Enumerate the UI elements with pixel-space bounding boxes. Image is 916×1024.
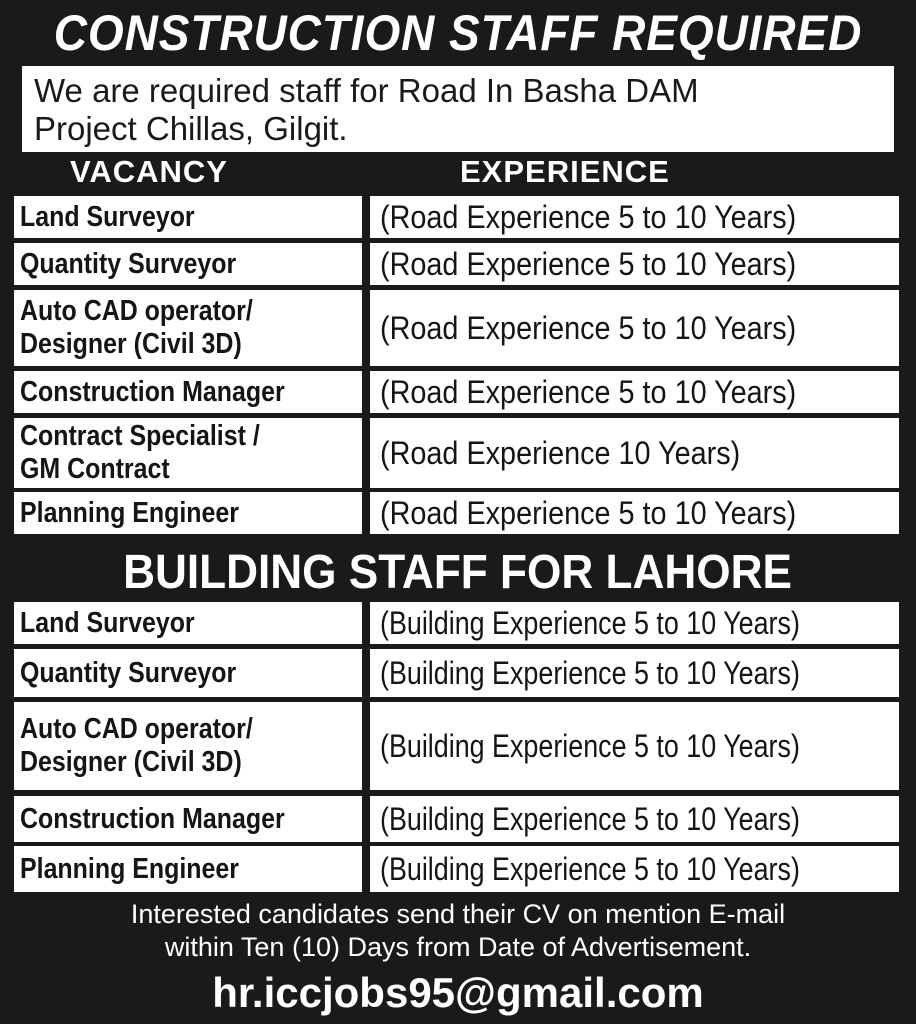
road-job-row (14, 418, 899, 488)
building-job-row (14, 649, 899, 697)
experience-text: (Road Experience 5 to 10 Years) (380, 245, 797, 282)
vacancy-cell (14, 796, 362, 842)
experience-header: EXPERIENCE (460, 154, 670, 189)
instructions-line-1: Interested candidates send their CV on mention E-mail (130, 899, 786, 929)
experience-text: (Road Experience 5 to 10 Years) (380, 309, 797, 346)
vacancy-header: VACANCY (70, 154, 228, 189)
road-job-row (14, 371, 899, 413)
experience-cell (370, 371, 899, 413)
intro-text (22, 66, 894, 152)
vacancy-cell (14, 418, 362, 488)
building-job-row (14, 796, 899, 842)
vacancy-title: Construction Manager (20, 375, 285, 408)
building-job-row (14, 602, 899, 644)
vacancy-title-line-2: Designer (Civil 3D) (20, 328, 242, 360)
vacancy-cell (14, 846, 362, 892)
experience-text: (Building Experience 5 to 10 Years) (380, 800, 800, 837)
vacancy-title: Planning Engineer (20, 496, 239, 529)
experience-cell (370, 602, 899, 644)
experience-cell (370, 290, 899, 366)
road-job-row (14, 492, 899, 534)
building-section-title (0, 540, 916, 606)
vacancy-title: Construction Manager (20, 802, 285, 835)
vacancy-title-line-1: Auto CAD operator/ (20, 295, 253, 327)
vacancy-title: Planning Engineer (20, 852, 239, 885)
intro-line-1: We are required staff for Road In Basha DAM (34, 72, 699, 109)
building-job-row (14, 702, 899, 790)
vacancy-cell (14, 602, 362, 644)
experience-cell (370, 702, 899, 790)
intro-line-2: Project Chillas, Gilgit. (34, 110, 348, 147)
experience-cell (370, 418, 899, 488)
building-title-text: BUILDING STAFF FOR LAHORE (123, 546, 793, 599)
experience-cell (370, 492, 899, 534)
vacancy-title-line-1: Contract Specialist / (20, 420, 260, 452)
vacancy-title-line-2: GM Contract (20, 453, 170, 485)
experience-text: (Road Experience 5 to 10 Years) (380, 373, 797, 410)
vacancy-title-line-1: Auto CAD operator/ (20, 713, 253, 745)
experience-cell (370, 649, 899, 697)
vacancy-cell (14, 243, 362, 285)
road-job-row (14, 196, 899, 238)
vacancy-cell (14, 371, 362, 413)
experience-text: (Road Experience 5 to 10 Years) (380, 198, 797, 235)
road-job-row (14, 290, 899, 366)
experience-text: (Road Experience 5 to 10 Years) (380, 494, 797, 531)
vacancy-cell (14, 492, 362, 534)
experience-cell (370, 243, 899, 285)
experience-text: (Building Experience 5 to 10 Years) (380, 604, 800, 641)
experience-text: (Road Experience 10 Years) (380, 434, 741, 471)
road-job-row (14, 243, 899, 285)
building-job-row (14, 846, 899, 892)
application-instructions (0, 898, 916, 964)
experience-text: (Building Experience 5 to 10 Years) (380, 654, 800, 691)
vacancy-title-line-2: Designer (Civil 3D) (20, 746, 242, 778)
vacancy-title: Quantity Surveyor (20, 247, 237, 280)
vacancy-title: Land Surveyor (20, 200, 195, 233)
vacancy-cell (14, 196, 362, 238)
experience-cell (370, 796, 899, 842)
experience-text: (Building Experience 5 to 10 Years) (380, 727, 800, 764)
vacancy-cell (14, 702, 362, 790)
instructions-line-2: within Ten (10) Days from Date of Advertisement. (164, 932, 752, 962)
ad-title: CONSTRUCTION STAFF REQUIRED (53, 5, 863, 61)
vacancy-title: Land Surveyor (20, 606, 195, 639)
contact-email[interactable]: hr.iccjobs95@gmail.com (212, 969, 704, 1016)
vacancy-cell (14, 290, 362, 366)
experience-cell (370, 846, 899, 892)
experience-text: (Building Experience 5 to 10 Years) (380, 850, 800, 887)
vacancy-title: Quantity Surveyor (20, 656, 237, 689)
vacancy-cell (14, 649, 362, 697)
experience-cell (370, 196, 899, 238)
